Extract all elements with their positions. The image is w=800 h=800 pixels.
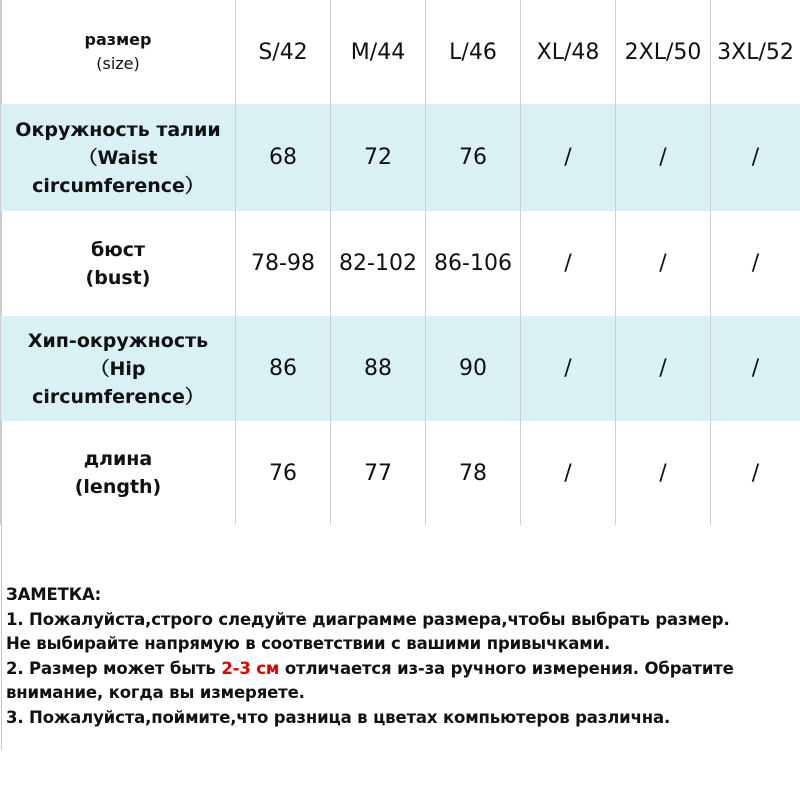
row-label-waist (1, 104, 236, 211)
row-label-line: （Hip (90, 357, 146, 380)
table-cell: / (521, 316, 616, 421)
note-text: отличается из-за ручного измерения. Обратите (279, 658, 734, 678)
size-column-header: 2XL/50 (616, 0, 711, 104)
table-cell: / (616, 316, 711, 421)
note-line: 3. Пожалуйста,поймите,что разница в цветах компьютеров различна. (6, 707, 671, 727)
table-row-waist (1, 104, 800, 211)
note-line (6, 657, 800, 682)
table-cell: / (711, 421, 800, 525)
table-cell: 68 (236, 104, 331, 211)
table-cell: 82-102 (331, 211, 426, 316)
table-cell: / (521, 421, 616, 525)
row-label-line: длина (83, 448, 153, 470)
table-cell: 88 (331, 316, 426, 421)
row-label-length (1, 421, 236, 525)
table-row-length (1, 421, 800, 525)
table-header-row (1, 0, 800, 104)
table-cell: / (616, 211, 711, 316)
note-highlight: 2-3 см (221, 658, 280, 678)
row-label-line: （Waist (78, 146, 158, 169)
size-column-header: M/44 (331, 0, 426, 104)
row-label-line: бюст (90, 238, 145, 261)
table-cell: / (521, 104, 616, 211)
row-label-line: (length) (74, 476, 162, 498)
row-label-bust (1, 211, 236, 316)
table-row-hip (1, 316, 800, 421)
row-label-line: Хип-окружность (27, 329, 209, 352)
table-cell: / (616, 421, 711, 525)
size-column-header: S/42 (236, 0, 331, 104)
row-label-line: circumference） (32, 174, 204, 197)
table-cell: 77 (331, 421, 426, 525)
note-line: внимание, когда вы измеряете. (6, 683, 305, 702)
row-label-line: (bust) (85, 266, 151, 289)
table-cell: / (521, 211, 616, 316)
notes-section (6, 583, 800, 730)
table-cell: 78 (426, 421, 521, 525)
size-column-header: 3XL/52 (711, 0, 800, 104)
size-header-label: размер (84, 30, 152, 49)
row-label-line: Окружность талии (15, 118, 221, 141)
row-label-hip (1, 316, 236, 421)
row-label-line: circumference） (32, 385, 204, 408)
table-cell: / (711, 104, 800, 211)
table-cell: 86-106 (426, 211, 521, 316)
table-cell: 76 (426, 104, 521, 211)
size-header-cell (1, 0, 236, 104)
table-cell: / (711, 211, 800, 316)
table-cell: 76 (236, 421, 331, 525)
note-line: 1. Пожалуйста,строго следуйте диаграмме размера,чтобы выбрать размер. (6, 609, 730, 629)
note-line: Не выбирайте напрямую в соответствии с вашими привычками. (6, 634, 611, 653)
table-cell: 72 (331, 104, 426, 211)
size-column-header: L/46 (426, 0, 521, 104)
table-cell: / (711, 316, 800, 421)
table-cell: 90 (426, 316, 521, 421)
table-row-bust (1, 211, 800, 316)
size-header-sublabel: (size) (96, 54, 140, 73)
size-column-header: XL/48 (521, 0, 616, 104)
table-cell: / (616, 104, 711, 211)
note-text: 2. Размер может быть (6, 658, 222, 678)
notes-title: ЗАМЕТКА: (6, 585, 102, 604)
table-cell: 78-98 (236, 211, 331, 316)
table-cell: 86 (236, 316, 331, 421)
